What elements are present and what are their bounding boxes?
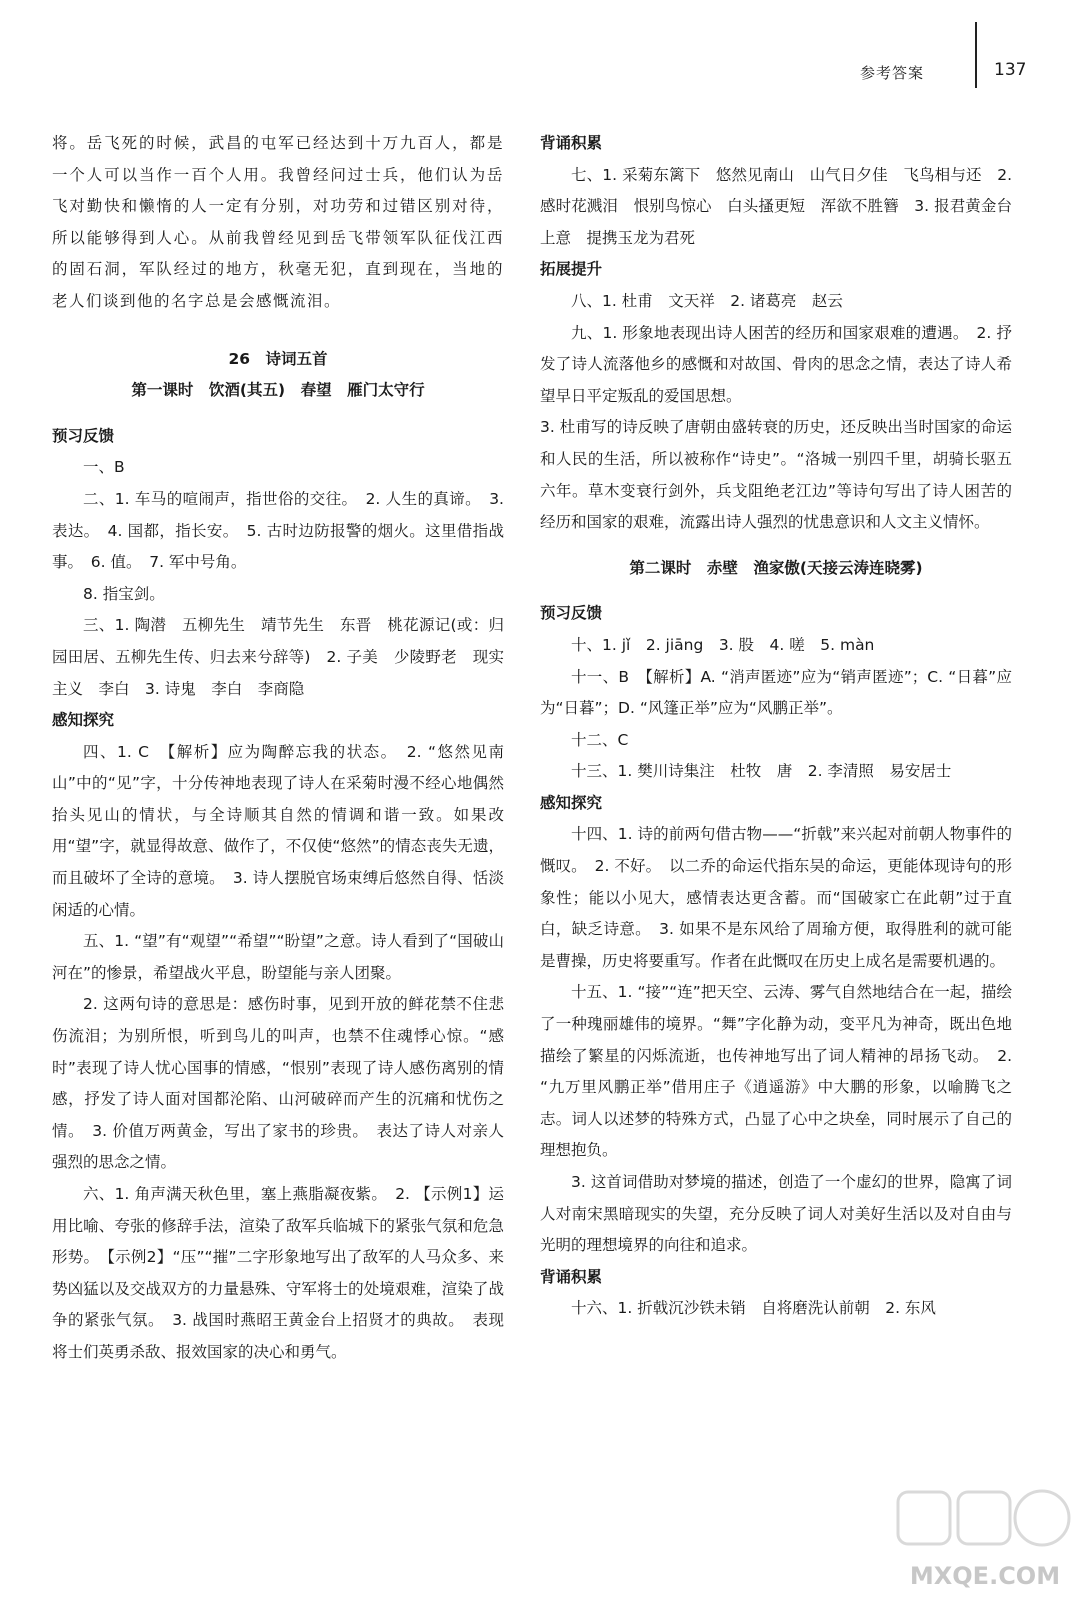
watermark-logo <box>890 1480 1080 1595</box>
answer-12: 十二、C <box>571 730 629 749</box>
right-column <box>540 128 1012 1325</box>
answer-15: 十五、1. “接”“连”把天空、云涛、雾气自然地结合在一起，描绘了一种瑰丽雄伟的境界。“舞”字化静为动，变平凡为神奇，既出色地描绘了繁星的闪烁流逝，也传神地写出了词人精神的昂扬飞动。 2. “九万里风鹏正举”借用庄子《逍遥游》中大鹏的形象，以喻腾飞之志。词人以述梦的特殊方式，凸显了心中之块垒，同时展示了自己的理想抱负。 <box>540 983 1012 1160</box>
section-heading-recite-2: 背诵积累 <box>540 1267 603 1286</box>
watermark-url: MXQE.COM <box>909 1562 1061 1590</box>
section-heading-explore: 感知探究 <box>52 711 115 730</box>
answer-14: 十四、1. 诗的前两句借古物——“折戟”来兴起对前朝人物事件的慨叹。 2. 不好。 以二乔的命运代指东吴的命运，更能体现诗句的形象性；能以小见大，感情表达更含蓄。而“国破家亡在此朝”过于直白，缺乏诗意。 3. 如果不是东风给了周瑜方便，取得胜利的就可能是曹操，历史将要重写。作者在此慨叹在历史上成名是需要机遇的。 <box>540 825 1012 970</box>
header-divider <box>975 22 977 88</box>
answer-10: 十、1. jǐ 2. jiāng 3. 股 4. 嗟 5. màn <box>571 635 875 654</box>
answer-9: 九、1. 形象地表现出诗人困苦的经历和国家艰难的遭遇。 2. 抒发了诗人流落他乡的感慨和对故国、骨肉的思念之情，表达了诗人希望早日平定叛乱的爱国思想。 <box>540 323 1012 405</box>
intro-paragraph: 将。岳飞死的时候，武昌的屯军已经达到十万九百人，都是一个人可以当作一百个人用。我曾经问过士兵，他们认为岳飞对勤快和懒惰的人一定有分别，对功劳和过错区别对待，所以能够得到人心。从前我曾经见到岳飞带领军队征伐江西的固石洞，军队经过的地方，秋毫无犯，直到现在，当地的老人们谈到他的名字总是会感慨流泪。 <box>52 134 504 310</box>
answer-3: 三、1. 陶潜 五柳先生 靖节先生 东晋 桃花源记(或：归园田居、五柳先生传、归去来兮辞等) 2. 子美 少陵野老 现实主义 李白 3. 诗鬼 李白 李商隐 <box>52 616 504 698</box>
section-heading-recite: 背诵积累 <box>540 134 603 152</box>
answer-2-cont: 8. 指宝剑。 <box>83 584 165 603</box>
lesson-title: 26 诗词五首 <box>228 349 328 368</box>
answer-4: 四、1. C 【解析】应为陶醉忘我的状态。 2. “悠然见南山”中的“见”字，十分传神地表现了诗人在采菊时漫不经心地偶然抬头见山的情状，与全诗顺其自然的情调和谐一致。如果改用“望”字，就显得故意、做作了，不仅使“悠然”的情态丧失无遗，而且破坏了全诗的意境。 3. 诗人摆脱官场束缚后悠然自得、恬淡闲适的心情。 <box>52 742 504 919</box>
answer-11: 十一、B 【解析】A. “消声匿迹”应为“销声匿迹”；C. “日暮”应为“日暮”；D. “风篷正举”应为“风鹏正举”。 <box>540 667 1012 718</box>
section-heading-preview: 预习反馈 <box>52 426 115 445</box>
lesson-subtitle: 第一课时 饮酒(其五) 春望 雁门太守行 <box>131 381 425 400</box>
page-number: 137 <box>994 60 1027 80</box>
answer-13: 十三、1. 樊川诗集注 杜牧 唐 2. 李清照 易安居士 <box>571 762 952 781</box>
section-heading-extend: 拓展提升 <box>540 260 603 279</box>
section-heading-explore-2: 感知探究 <box>540 793 603 812</box>
answer-16: 十六、1. 折戟沉沙铁未销 自将磨洗认前朝 2. 东风 <box>571 1299 936 1318</box>
answer-5-cont: 2. 这两句诗的意思是：感伤时事，见到开放的鲜花禁不住悲伤流泪；为别所恨，听到鸟儿的叫声，也禁不住魂悸心惊。“感时”表现了诗人忧心国事的情感，“恨别”表现了诗人感伤离别的情感，抒发了诗人面对国都沦陷、山河破碎而产生的沉痛和忧伤之情。 3. 价值万两黄金，写出了家书的珍贵。 表达了诗人对亲人强烈的思念之情。 <box>52 995 504 1172</box>
answer-2: 二、1. 车马的喧闹声，指世俗的交往。 2. 人生的真谛。 3. 表达。 4. 国都，指长安。 5. 古时边防报警的烟火。这里借指战事。 6. 值。 7. 军中号角。 <box>52 489 504 572</box>
section-heading-preview-2: 预习反馈 <box>540 604 603 623</box>
answer-1: 一、B <box>83 458 125 477</box>
answer-7: 七、1. 采菊东篱下 悠然见南山 山气日夕佳 飞鸟相与还 2. 感时花溅泪 恨别鸟惊心 白头搔更短 浑欲不胜簪 3. 报君黄金台上意 提携玉龙为君死 <box>540 165 1012 247</box>
answer-15-cont: 3. 这首词借助对梦境的描述，创造了一个虚幻的世界，隐寓了词人对南宋黑暗现实的失望，充分反映了词人对美好生活以及对自由与光明的理想境界的向往和追求。 <box>540 1173 1012 1255</box>
left-column <box>52 128 504 1369</box>
answer-8: 八、1. 杜甫 文天祥 2. 诸葛亮 赵云 <box>571 291 843 310</box>
running-header: 参考答案 <box>860 64 925 82</box>
answer-5: 五、1. “望”有“观望”“希望”“盼望”之意。诗人看到了“国破山河在”的惨景，希望战火平息，盼望能与亲人团聚。 <box>52 932 504 982</box>
answer-9-cont: 3. 杜甫写的诗反映了唐朝由盛转衰的历史，还反映出当时国家的命运和人民的生活，所以被称作“诗史”。“洛城一别四千里，胡骑长驱五六年。草木变衰行剑外，兵戈阻绝老江边”等诗句写出了诗人困苦的经历和国家的艰难，流露出诗人强烈的忧患意识和人文主义情怀。 <box>540 418 1012 532</box>
lesson2-subtitle: 第二课时 赤壁 渔家傲(天接云涛连晓雾) <box>629 558 923 577</box>
answer-6: 六、1. 角声满天秋色里，塞上燕脂凝夜紫。 2. 【示例1】运用比喻、夸张的修辞手法，渲染了敌军兵临城下的紧张气氛和危急形势。 【示例2】“压”“摧”二字形象地写出了敌军的人马众多、来势凶猛以及交战双方的力量悬殊、守军将士的处境艰难，渲染了战争的紧张气氛。 3. 战国时燕昭王黄金台上招贤才的典故。 表现将士们英勇杀敌、报效国家的决心和勇气。 <box>52 1185 504 1361</box>
